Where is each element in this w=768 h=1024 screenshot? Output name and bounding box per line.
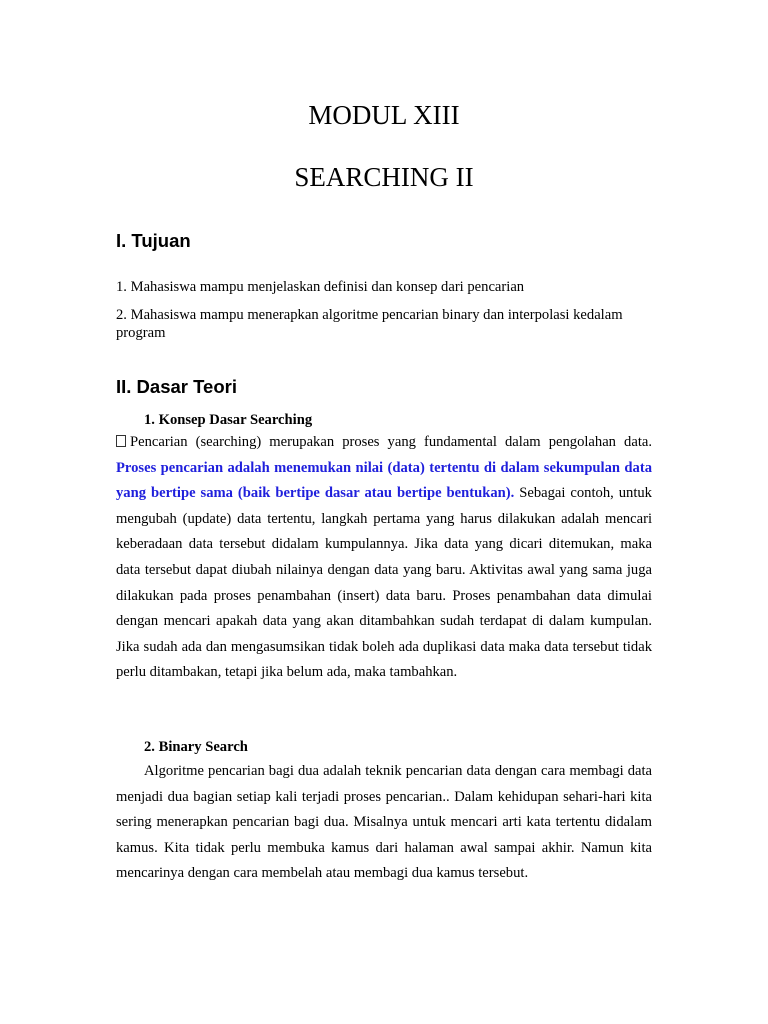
- subsection-heading-konsep: 1. Konsep Dasar Searching: [144, 412, 313, 428]
- objective-item: 2. Mahasiswa mampu menerapkan algoritme pencarian binary dan interpolasi kedalam program: [116, 307, 623, 341]
- module-title: MODUL XIII: [308, 100, 460, 130]
- module-subtitle: SEARCHING II: [294, 162, 474, 192]
- paragraph-text: Sebagai contoh, untuk mengubah (update) data tertentu, langkah pertama yang harus dilakukan adalah mencari keberadaan data tersebut didalam kumpulannya. Jika data yang dicari ditemukan, maka data tersebut dapat diubah nilainya dengan data yang baru. Aktivitas awal yang sama juga dilakukan pada proses penambahan (insert) data baru. Proses penambahan data dimulai dengan mencari apakah data yang akan ditambahkan sudah terdapat di dalam kumpulan. Jika sudah ada dan mengasumsikan tidak boleh ada duplikasi data maka data tersebut tidak perlu ditambakan, tetapi jika belum ada, maka tambahkan.: [116, 485, 652, 681]
- section-heading-dasar-teori: II. Dasar Teori: [116, 376, 237, 397]
- paragraph-text: Pencarian (searching) merupakan proses yang fundamental dalam pengolahan data.: [130, 434, 652, 450]
- highlighted-definition: Proses pencarian adalah menemukan nilai (data) tertentu di dalam sekumpulan data yang bertipe sama (baik bertipe dasar atau bertipe bentukan).: [116, 459, 652, 502]
- paragraph-konsep: [116, 430, 652, 686]
- paragraph-binary-search: Algoritme pencarian bagi dua adalah teknik pencarian data dengan cara membagi data menjadi dua bagian setiap kali terjadi proses pencarian.. Dalam kehidupan sehari-hari kita sering menerapkan pencarian bagi dua. Misalnya untuk mencari arti kata tertentu didalam kamus. Kita tidak perlu membuka kamus dari halaman awal sampai akhir. Namun kita mencarinya dengan cara membelah atau membagi dua kamus tersebut.: [116, 763, 652, 882]
- objective-item: 1. Mahasiswa mampu menjelaskan definisi dan konsep dari pencarian: [116, 279, 525, 295]
- missing-glyph-box-icon: [116, 435, 126, 447]
- section-heading-tujuan: I. Tujuan: [116, 230, 191, 251]
- subsection-heading-binary-search: 2. Binary Search: [144, 739, 248, 755]
